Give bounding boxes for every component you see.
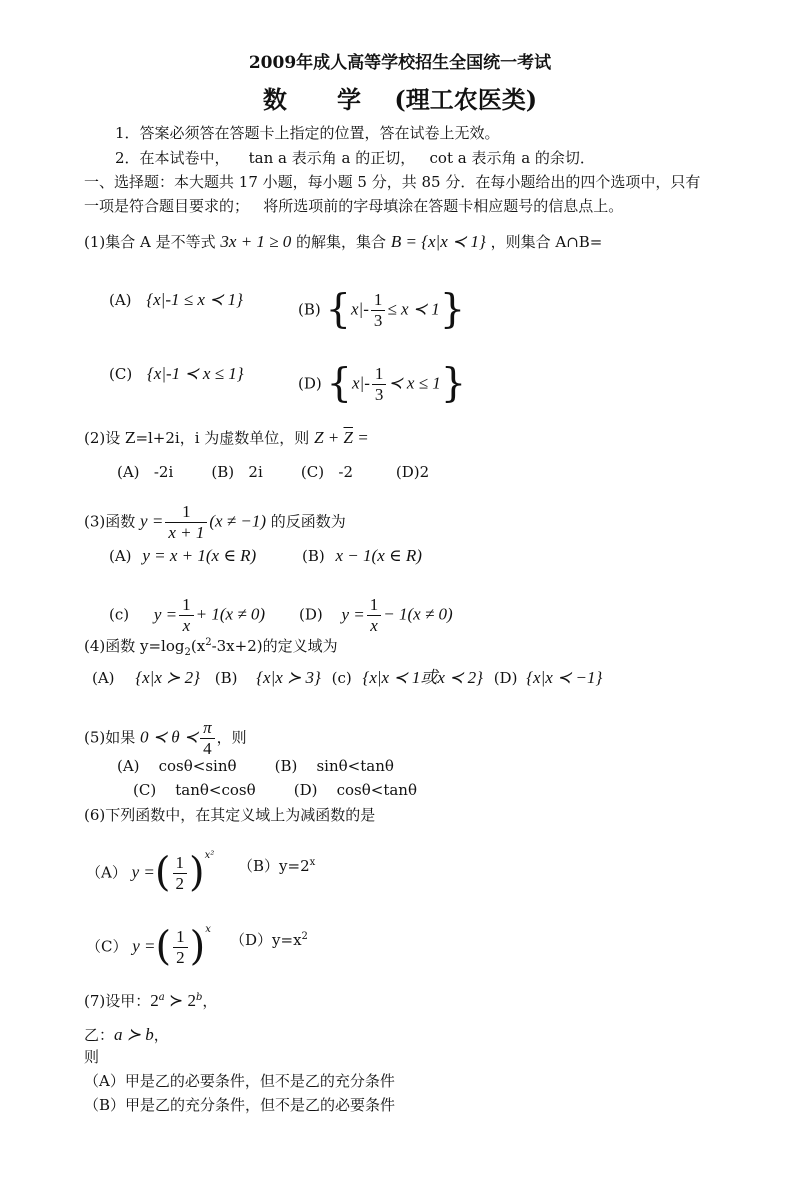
q5-options-row2: (C) tanθ<cosθ (D) cosθ<tanθ	[133, 781, 417, 799]
q4-stem-part2: (x	[190, 637, 206, 655]
q3-option-d-label: (D)	[299, 605, 323, 624]
q6-option-a-den: 2	[173, 873, 188, 894]
q2-stem-text: (2)设 Z=l+2i，i 为虚数单位，则	[84, 429, 310, 447]
q1-option-d-post: ≺ x ≤ 1	[388, 373, 441, 393]
q7-yi-label: 乙：	[84, 1026, 115, 1044]
note-1: 1．答案必须答在答题卡上指定的位置，答在试卷上无效。	[115, 124, 500, 142]
q1-option-d-fraction	[372, 364, 387, 405]
q7-stem-text: (7)设甲：	[84, 992, 151, 1010]
q2-conjugate: $\overline{Z}$	[343, 428, 353, 447]
q7-jia-relation: ≻ 2	[164, 991, 196, 1010]
q6-option-c-num: 1	[176, 927, 185, 946]
q4-stem-part1: (4)函数 y=log	[84, 637, 185, 655]
q6-option-c-fraction	[173, 927, 188, 968]
q3-option-d	[299, 595, 453, 636]
q3-option-c-pre: y =	[153, 604, 178, 624]
subject-text: 数 学 (理工农医类)	[262, 85, 538, 114]
q7-then: 则	[84, 1048, 100, 1066]
q4-options	[92, 668, 602, 688]
q6-option-c: （C） y =( $\frac{1}{2}$ )$^x$	[86, 923, 211, 970]
q3-option-d-post: − 1(x ≠ 0)	[383, 604, 453, 624]
question-4-stem	[84, 633, 338, 663]
q4-option-c-expr: {x|x ≺ 1或x ≺ 2}	[362, 668, 483, 687]
q6-option-b	[238, 853, 315, 876]
q3-option-b-label: (B)	[302, 547, 325, 565]
q7-jia-exp-a: a	[158, 992, 165, 1003]
section-heading-line2: 一项是符合题目要求的； 将所选项前的字母填涂在答题卡相应题号的信息点上。	[84, 197, 624, 215]
q4-log-base: 2	[184, 647, 191, 658]
q3-option-b-expr: x − 1(x ∈ R)	[335, 546, 422, 565]
q7-yi-expr: a ≻ b	[114, 1025, 154, 1044]
q3-option-a	[109, 546, 256, 566]
section-heading-line1: 一、选择题：本大题共 17 小题，每小题 5 分，共 85 分．在每小题给出的四个选项中，只有	[84, 173, 701, 191]
q1-option-c-label: (C)	[109, 365, 133, 383]
q3-option-d-fraction	[367, 595, 382, 636]
q6-option-b-text: （B）y=2	[238, 857, 310, 875]
q4-option-c-label: (c)	[331, 669, 352, 687]
q3-option-d-num: 1	[369, 595, 379, 614]
question-3-stem	[84, 502, 346, 543]
q5-stem-part1: (5)如果	[84, 728, 136, 747]
q1-option-b-fraction	[371, 290, 386, 331]
note-2: 2．在本试卷中， tan a 表示角 a 的正切， cot a 表示角 a 的余切．	[115, 149, 595, 167]
q1-option-a	[109, 290, 243, 310]
q6-option-d	[230, 927, 308, 950]
q6-option-a-pre: y =	[131, 862, 155, 882]
question-2-stem	[84, 428, 369, 448]
q6-option-c-label: （C）	[86, 937, 128, 956]
q4-option-a-expr: {x|x ≻ 2}	[135, 668, 200, 687]
q1-stem-part2: 的解集，集合	[296, 233, 387, 251]
exam-title: 2009年成人高等学校招生全国统一考试	[248, 53, 552, 73]
q1-stem-part3: ，则集合 A∩B=	[490, 233, 603, 251]
q3-condition: (x ≠ −1)	[209, 511, 267, 531]
q6-option-c-den: 2	[173, 947, 188, 968]
q1-option-d-den: 3	[372, 384, 387, 405]
q6-option-c-pre: y =	[132, 936, 156, 956]
q1-inequality: 3x + 1 ≥ 0	[220, 232, 292, 251]
q7-yi-line	[84, 1025, 169, 1045]
q1-option-c	[109, 364, 244, 384]
q2-options: (A) -2i (B) 2i (C) -2 (D)2	[117, 463, 430, 481]
subject-title	[0, 80, 800, 115]
q1-option-d-num: 1	[374, 364, 384, 383]
q3-stem-part2: 的反函数为	[270, 512, 346, 531]
q5-den: 4	[200, 738, 215, 759]
q1-option-a-expr: {x|-1 ≤ x ≺ 1}	[146, 290, 243, 309]
q1-set-b: B = {x|x ≺ 1}	[390, 232, 486, 251]
q5-fraction	[200, 718, 215, 759]
q1-option-a-label: (A)	[109, 291, 132, 309]
q4-option-b-expr: {x|x ≻ 3}	[256, 668, 321, 687]
q3-y-eq: y =	[140, 511, 164, 531]
question-5-stem	[84, 718, 247, 759]
q6-option-a-fraction	[173, 853, 188, 894]
q5-options-row1: (A) cosθ<sinθ (B) sinθ<tanθ	[117, 757, 394, 775]
q3-option-c-den: x	[179, 615, 194, 636]
q7-jia-exp-b: b	[195, 992, 203, 1003]
question-6-stem: (6)下列函数中，在其定义域上为减函数的是	[84, 806, 376, 824]
q2-eq: =	[352, 428, 369, 447]
q3-option-c-label: (c)	[109, 605, 130, 624]
q5-num: π	[203, 718, 212, 737]
q7-jia-base: 2	[150, 991, 159, 1010]
q7-option-a: （A）甲是乙的必要条件，但不是乙的充分条件	[84, 1072, 395, 1090]
q1-option-d-pre: x|-	[351, 373, 370, 393]
q6-option-d-text: （D）y=x	[230, 931, 302, 949]
q5-stem-part2: ，则	[216, 728, 247, 747]
q7-yi-end: ，	[153, 1026, 169, 1044]
q6-option-d-exponent: 2	[301, 931, 308, 942]
q3-option-d-pre: y =	[341, 604, 365, 624]
q3-option-a-expr: y = x + 1(x ∈ R)	[142, 546, 257, 565]
q4-option-b-label: (B)	[214, 669, 238, 687]
q2-expr: Z +	[314, 428, 344, 447]
q3-num: 1	[182, 502, 191, 521]
q6-option-a-exponent: x²	[204, 849, 215, 861]
q6-option-c-exponent: x	[205, 923, 211, 935]
q3-option-a-label: (A)	[109, 547, 132, 565]
q1-option-b-post: ≤ x ≺ 1	[387, 299, 440, 319]
q1-option-b-pre: x|-	[350, 299, 369, 319]
q3-option-c-post: + 1(x ≠ 0)	[195, 604, 266, 624]
question-7-stem	[84, 988, 217, 1011]
q1-option-c-expr: {x|-1 ≺ x ≤ 1}	[146, 364, 244, 383]
q1-option-d-label: (D)	[298, 374, 322, 393]
q3-stem-part1: (3)函数	[84, 512, 136, 531]
q3-fraction	[165, 502, 207, 543]
q6-option-a-num: 1	[175, 853, 185, 872]
q5-inequality: 0 ≺ θ ≺	[140, 727, 199, 747]
q4-stem-part3: -3x+2)的定义域为	[211, 637, 338, 655]
q1-option-d: (D) {x|- $\frac{1}{3}$ ≺ x ≤ 1}	[298, 360, 467, 407]
q1-option-b-den: 3	[371, 310, 386, 331]
q1-option-b-label: (B)	[298, 300, 321, 319]
q7-option-b: （B）甲是乙的充分条件，但不是乙的必要条件	[84, 1096, 396, 1114]
q6-option-b-exponent: x	[309, 857, 316, 868]
q4-power: 2	[205, 637, 212, 648]
q3-option-b	[302, 546, 422, 566]
q1-stem-part1: (1)集合 A 是不等式	[84, 233, 216, 251]
q3-den: x + 1	[165, 522, 207, 543]
q6-option-a-label: （A）	[86, 863, 127, 882]
q3-option-d-den: x	[367, 615, 382, 636]
q1-option-b: (B) {x|- $\frac{1}{3}$ ≤ x ≺ 1}	[298, 286, 466, 333]
q3-option-c	[109, 595, 265, 636]
q3-option-c-fraction	[179, 595, 194, 636]
q4-option-d-label: (D)	[493, 669, 518, 687]
q7-jia-end: ，	[202, 992, 218, 1010]
q6-option-a: （A） y =( $\frac{1}{2}$ )$^{x^2}$	[86, 849, 215, 896]
q3-option-c-num: 1	[182, 595, 191, 614]
question-1-stem	[84, 232, 602, 252]
q4-option-d-expr: {x|x ≺ −1}	[526, 668, 603, 687]
q1-option-b-num: 1	[373, 290, 383, 309]
q4-option-a-label: (A)	[92, 669, 115, 687]
